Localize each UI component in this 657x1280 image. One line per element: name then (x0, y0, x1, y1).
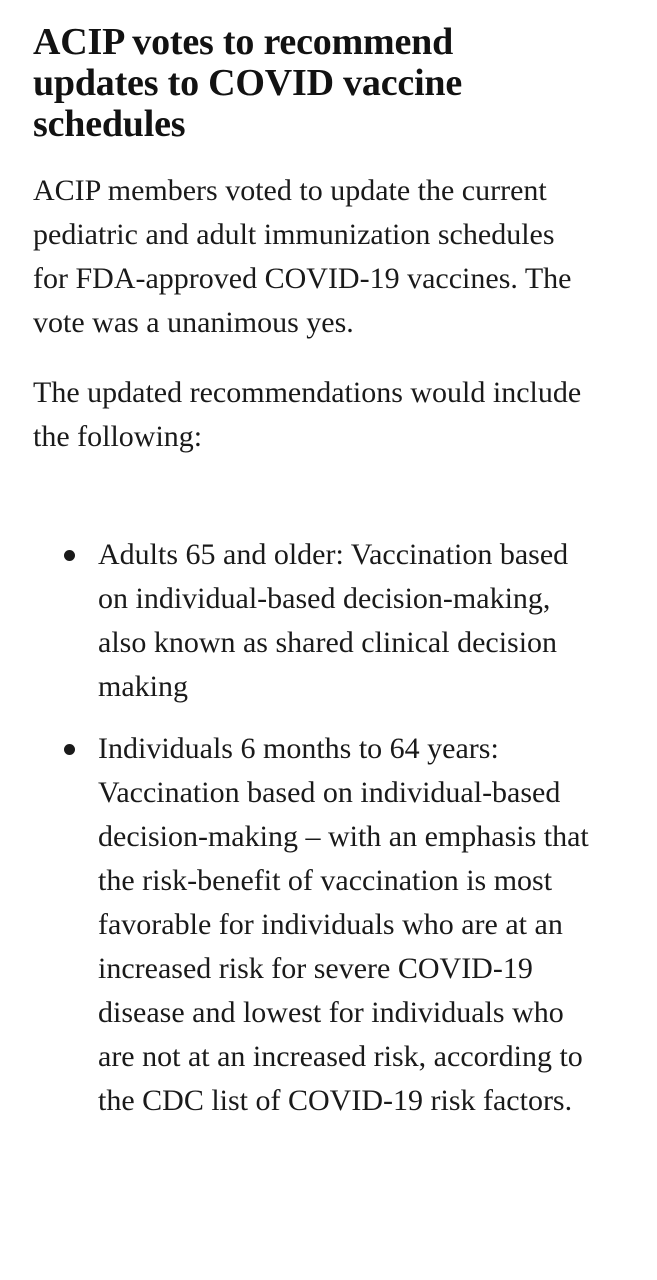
list-item-text: Adults 65 and older: Vaccination based on individual-based decision-making, also known as shared clinical decision making (98, 538, 569, 703)
list-item (33, 533, 598, 709)
article-body (33, 22, 628, 1123)
recommendations-list (33, 533, 628, 1123)
bullet-dot-icon (64, 744, 75, 755)
list-item (33, 727, 598, 1123)
bullet-dot-icon (64, 550, 75, 561)
article-paragraph-intro: The updated recommendations would include the following: (33, 376, 582, 453)
article-paragraph-vote: ACIP members voted to update the current pediatric and adult immunization schedules for FDA-approved COVID-19 vaccines. The vote was a unanimous yes. (33, 174, 572, 339)
article-headline: ACIP votes to recommend updates to COVID vaccine schedules (33, 21, 463, 145)
list-item-text: Individuals 6 months to 64 years: Vaccination based on individual-based decision-making – with an emphasis that the risk-benefit of vaccination is most favorable for individuals who are at an increased risk for severe COVID-19 disease and lowest for individuals who are not at an increased risk, according to the CDC list of COVID-19 risk factors. (98, 732, 589, 1117)
